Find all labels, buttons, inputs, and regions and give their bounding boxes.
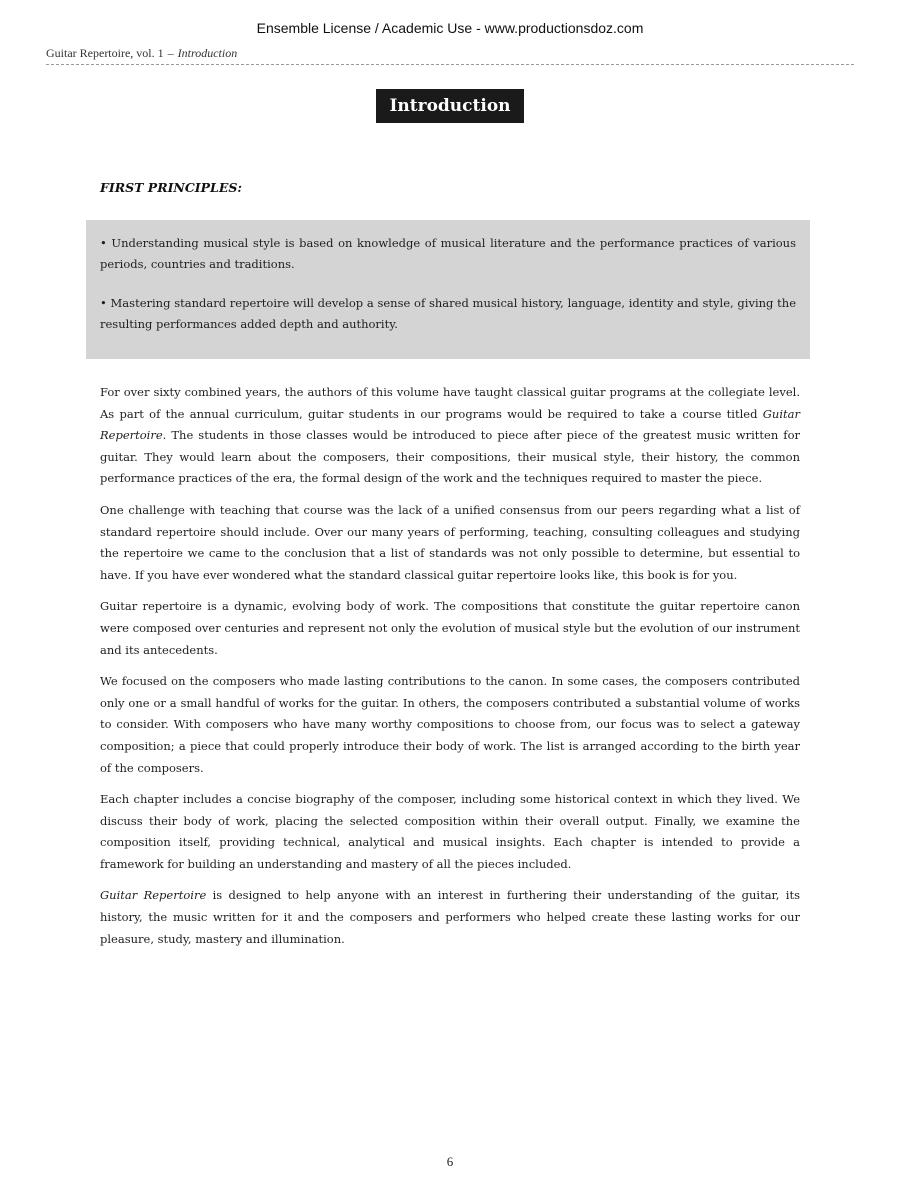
first-principles-box	[86, 220, 810, 359]
paragraph: We focused on the composers who made lasting contributions to the canon. In some cases, the composers contributed only one or a small handful of works for the guitar. In others, the composers contributed a substantial volume of works to consider. With composers who have many worthy compositions to choose from, our focus was to select a gateway composition; a piece that could properly introduce their body of work. The list is arranged according to the birth year of the composers.	[100, 674, 800, 775]
book-title: Guitar Repertoire, vol. 1	[46, 46, 164, 60]
body-text	[100, 382, 800, 960]
paragraph: One challenge with teaching that course was the lack of a unified consensus from our peers regarding what a list of standard repertoire should include. Over our many years of performing, teaching, consulting colleagues and studying the repertoire we came to the conclusion that a list of standards was not only possible to determine, but essential to have. If you have ever wondered what the standard classical guitar repertoire looks like, this book is for you.	[100, 502, 800, 582]
page-title: Introduction	[376, 89, 524, 123]
book-title-italic: Guitar Repertoire	[100, 888, 207, 903]
paragraph-text: . The students in those classes would be introduced to piece after piece of the greatest music written for guitar. They would learn about the composers, their compositions, their musical style, their history, the common performance practices of the era, the formal design of the work and the techniques required to master the piece.	[100, 428, 800, 486]
paragraph-text: is designed to help anyone with an interest in furthering their understanding of the guitar, its history, the music written for it and the composers and performers who helped create these lasting works for our pleasure, study, mastery and illumination.	[100, 888, 800, 946]
first-principles-heading: FIRST PRINCIPLES:	[100, 180, 243, 195]
header-separator: –	[167, 46, 174, 60]
principle-item: • Mastering standard repertoire will develop a sense of shared musical history, language, identity and style, giving the resulting performances added depth and authority.	[100, 296, 796, 331]
paragraph-text: For over sixty combined years, the authors of this volume have taught classical guitar programs at the collegiate level. As part of the annual curriculum, guitar students in our programs would be required to take a course titled	[100, 385, 800, 421]
license-banner: Ensemble License / Academic Use - www.productionsdoz.com	[256, 20, 644, 36]
book-title-italic: Guitar Repertoire	[100, 406, 800, 443]
paragraph: Each chapter includes a concise biography of the composer, including some historical context in which they lived. We discuss their body of work, placing the selected composition within their overall output. Finally, we examine the composition itself, providing technical, analytical and musical insights. Each chapter is intended to provide a framework for building an understanding and mastery of all the pieces included.	[100, 792, 800, 871]
header-divider	[46, 64, 854, 65]
paragraph	[100, 885, 800, 950]
section-name: Introduction	[177, 46, 238, 60]
page-number: 6	[446, 1154, 454, 1169]
paragraph	[100, 382, 800, 490]
paragraph: Guitar repertoire is a dynamic, evolving body of work. The compositions that constitute the guitar repertoire canon were composed over centuries and represent not only the evolution of musical style but the evolution of our instrument and its antecedents.	[100, 599, 800, 657]
principle-item: • Understanding musical style is based on knowledge of musical literature and the performance practices of various periods, countries and traditions.	[100, 236, 796, 271]
running-header	[46, 46, 237, 61]
